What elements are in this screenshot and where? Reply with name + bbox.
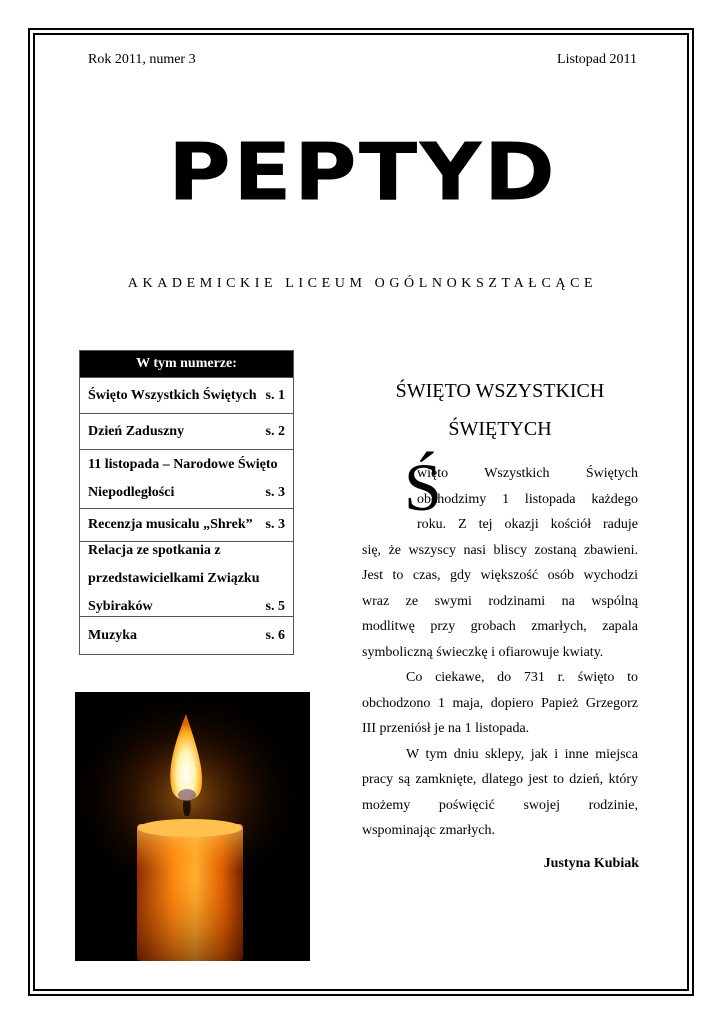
drop-cap: Ś — [404, 449, 442, 525]
toc-item[interactable] — [80, 541, 293, 616]
toc-item-label: Relacja ze spotkania z — [88, 543, 221, 558]
toc-item[interactable] — [80, 449, 293, 508]
masthead-title: PEPTYD — [167, 127, 558, 219]
toc-item-page: s. 2 — [265, 423, 285, 439]
article-line: Jest to czas, gdy większość osób wychodzi — [362, 568, 638, 583]
article-line: modlitwę przy grobach zmarłych, zapala — [362, 619, 638, 634]
article-title — [360, 372, 640, 448]
school-name: AKADEMICKIE LICEUM OGÓLNOKSZTAŁCĄCE — [127, 276, 598, 291]
toc-item-label: Święto Wszystkich Świętych — [88, 387, 257, 403]
issue-number: Rok 2011, numer 3 — [88, 52, 196, 67]
article-line: obchodzimy 1 listopada każdego — [417, 491, 638, 507]
article-line: Co ciekawe, do 731 r. święto to — [406, 670, 638, 685]
article-title-line: ŚWIĘTO WSZYSTKICH — [395, 380, 605, 402]
toc-item-label: Muzyka — [88, 627, 137, 643]
article-line: W tym dniu sklepy, jak i inne miejsca — [406, 746, 638, 762]
toc-item-page: s. 1 — [265, 387, 285, 403]
article-body — [362, 461, 638, 844]
toc-item[interactable] — [80, 413, 293, 449]
article-line: się, że wszyscy nasi bliscy zostaną zbawieni. — [362, 542, 638, 558]
candle-photo — [75, 692, 310, 961]
toc-item-label: 11 listopada – Narodowe Święto — [88, 457, 278, 472]
article-line: wspominając zmarłych. — [362, 823, 495, 838]
article-line: III przeniósł je na 1 listopada. — [362, 721, 530, 736]
toc-item-label: przedstawicielkami Związku — [88, 571, 260, 586]
article-line: pracy są zamknięte, dlatego jest to dzień, który — [362, 772, 638, 787]
toc-item-page: s. 3 — [265, 485, 285, 500]
article-line: roku. Z tej okazji kościół raduje — [417, 517, 638, 532]
article-line: symboliczną świeczkę i ofiarowuje kwiaty. — [362, 644, 604, 660]
toc-item[interactable] — [80, 377, 293, 413]
toc-item-label: Niepodległości — [88, 485, 175, 500]
article-title-line: ŚWIĘTYCH — [448, 418, 552, 440]
toc-item-label: Dzień Zaduszny — [88, 423, 185, 439]
article-line: wraz ze swymi rodzinami na wspólną — [362, 593, 638, 609]
toc-item-page: s. 3 — [265, 517, 285, 532]
toc-item-page: s. 6 — [265, 627, 285, 643]
toc-item-label: Recenzja musicalu „Shrek” — [88, 517, 253, 532]
toc-item[interactable] — [80, 616, 293, 654]
toc-item-label: Sybiraków — [88, 599, 153, 614]
article-author: Justyna Kubiak — [543, 856, 639, 871]
table-of-contents — [79, 350, 294, 655]
issue-date: Listopad 2011 — [557, 52, 637, 67]
article-line: możemy poświęcić swojej rodzinie, — [362, 797, 638, 813]
article-line: więto Wszystkich Świętych — [417, 466, 638, 481]
toc-title: W tym numerze: — [80, 351, 293, 377]
article-line: obchodzono 1 maja, dopiero Papież Grzegorz — [362, 695, 638, 711]
toc-item-page: s. 5 — [265, 599, 285, 614]
